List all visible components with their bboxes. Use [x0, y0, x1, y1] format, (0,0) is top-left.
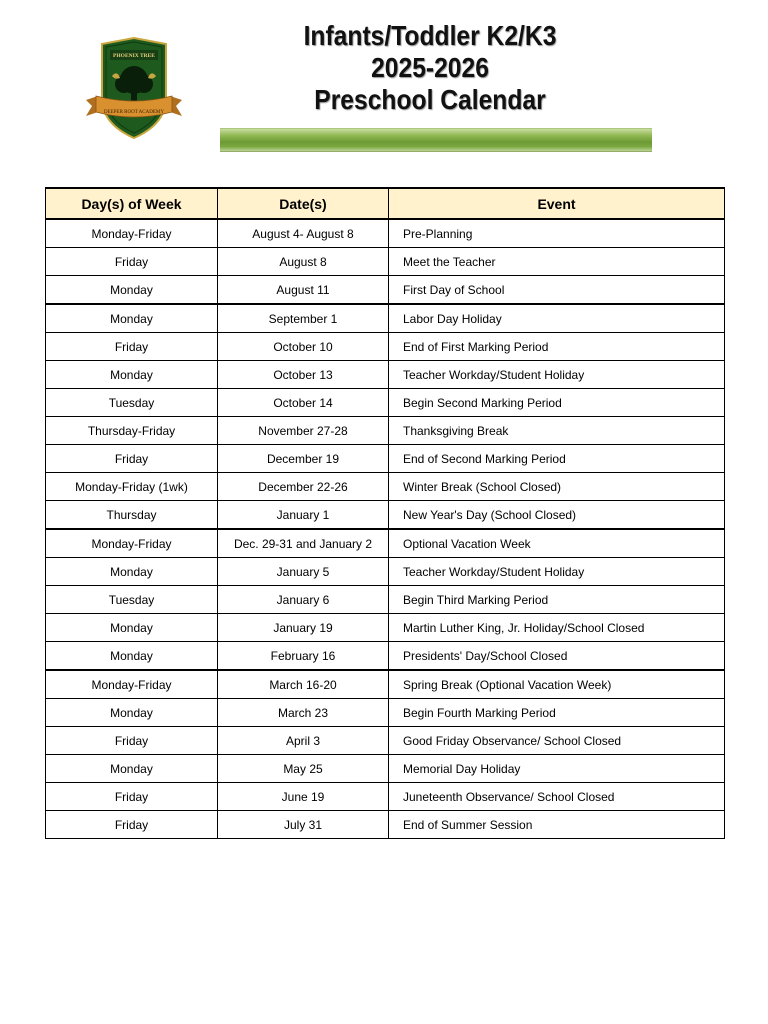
svg-text:PHOENIX TREE: PHOENIX TREE [113, 53, 155, 59]
cell-event: New Year's Day (School Closed) [389, 501, 725, 530]
cell-day: Tuesday [46, 389, 218, 417]
cell-day: Friday [46, 783, 218, 811]
title-line-year: 2025-2026 [371, 52, 489, 83]
cell-date: June 19 [218, 783, 389, 811]
cell-event: Martin Luther King, Jr. Holiday/School Closed [389, 614, 725, 642]
cell-event: End of Summer Session [389, 811, 725, 839]
cell-date: Dec. 29-31 and January 2 [218, 529, 389, 558]
cell-day: Monday-Friday [46, 670, 218, 699]
cell-day: Friday [46, 333, 218, 361]
column-header-date: Date(s) [218, 188, 389, 219]
cell-day: Thursday [46, 501, 218, 530]
cell-event: Teacher Workday/Student Holiday [389, 558, 725, 586]
cell-day: Monday [46, 642, 218, 671]
table-row [46, 558, 725, 586]
title-line-program: Infants/Toddler K2/K3 [303, 20, 557, 51]
table-row [46, 473, 725, 501]
cell-event: Optional Vacation Week [389, 529, 725, 558]
table-row [46, 670, 725, 699]
cell-event: Thanksgiving Break [389, 417, 725, 445]
cell-event: Memorial Day Holiday [389, 755, 725, 783]
school-crest-icon [84, 36, 184, 140]
cell-day: Monday [46, 276, 218, 305]
cell-date: May 25 [218, 755, 389, 783]
table-row [46, 248, 725, 276]
cell-event: Begin Fourth Marking Period [389, 699, 725, 727]
table-row [46, 642, 725, 671]
cell-event: Presidents' Day/School Closed [389, 642, 725, 671]
cell-date: January 6 [218, 586, 389, 614]
cell-day: Monday [46, 361, 218, 389]
cell-date: January 5 [218, 558, 389, 586]
cell-event: Spring Break (Optional Vacation Week) [389, 670, 725, 699]
decorative-divider-bar [220, 128, 652, 152]
cell-day: Monday-Friday (1wk) [46, 473, 218, 501]
cell-event: First Day of School [389, 276, 725, 305]
svg-text:DEEPER ROOT ACADEMY: DEEPER ROOT ACADEMY [104, 110, 164, 115]
cell-date: April 3 [218, 727, 389, 755]
table-row [46, 727, 725, 755]
cell-date: August 8 [218, 248, 389, 276]
table-row [46, 445, 725, 473]
cell-date: October 10 [218, 333, 389, 361]
cell-date: December 22-26 [218, 473, 389, 501]
table-row [46, 333, 725, 361]
table-row [46, 614, 725, 642]
table-header-row [46, 188, 725, 219]
cell-event: Juneteenth Observance/ School Closed [389, 783, 725, 811]
table-row [46, 783, 725, 811]
cell-date: October 14 [218, 389, 389, 417]
table-row [46, 219, 725, 248]
cell-event: End of First Marking Period [389, 333, 725, 361]
cell-date: January 19 [218, 614, 389, 642]
cell-day: Thursday-Friday [46, 417, 218, 445]
cell-day: Friday [46, 445, 218, 473]
table-row [46, 529, 725, 558]
table-row [46, 811, 725, 839]
table-row [46, 755, 725, 783]
cell-date: February 16 [218, 642, 389, 671]
cell-date: December 19 [218, 445, 389, 473]
cell-event: Labor Day Holiday [389, 304, 725, 333]
cell-day: Monday [46, 558, 218, 586]
cell-event: Winter Break (School Closed) [389, 473, 725, 501]
cell-day: Monday [46, 755, 218, 783]
cell-event: Teacher Workday/Student Holiday [389, 361, 725, 389]
column-header-event: Event [389, 188, 725, 219]
cell-day: Monday [46, 699, 218, 727]
cell-day: Friday [46, 811, 218, 839]
cell-day: Monday [46, 304, 218, 333]
cell-day: Tuesday [46, 586, 218, 614]
cell-date: August 11 [218, 276, 389, 305]
calendar-table-body [46, 219, 725, 839]
cell-event: Begin Third Marking Period [389, 586, 725, 614]
cell-day: Friday [46, 727, 218, 755]
table-row [46, 501, 725, 530]
cell-date: January 1 [218, 501, 389, 530]
cell-day: Monday-Friday [46, 529, 218, 558]
column-header-day: Day(s) of Week [46, 188, 218, 219]
cell-event: Begin Second Marking Period [389, 389, 725, 417]
cell-date: August 4- August 8 [218, 219, 389, 248]
cell-event: Meet the Teacher [389, 248, 725, 276]
title-line-calendar: Preschool Calendar [314, 84, 546, 115]
cell-date: July 31 [218, 811, 389, 839]
cell-day: Monday-Friday [46, 219, 218, 248]
cell-day: Monday [46, 614, 218, 642]
cell-date: March 16-20 [218, 670, 389, 699]
cell-event: Good Friday Observance/ School Closed [389, 727, 725, 755]
page-title [228, 20, 633, 116]
cell-event: End of Second Marking Period [389, 445, 725, 473]
calendar-table [45, 187, 725, 839]
table-row [46, 699, 725, 727]
table-row [46, 417, 725, 445]
table-row [46, 586, 725, 614]
cell-event: Pre-Planning [389, 219, 725, 248]
table-row [46, 276, 725, 305]
table-row [46, 304, 725, 333]
cell-date: September 1 [218, 304, 389, 333]
cell-date: October 13 [218, 361, 389, 389]
table-row [46, 389, 725, 417]
table-row [46, 361, 725, 389]
cell-date: November 27-28 [218, 417, 389, 445]
cell-day: Friday [46, 248, 218, 276]
cell-date: March 23 [218, 699, 389, 727]
